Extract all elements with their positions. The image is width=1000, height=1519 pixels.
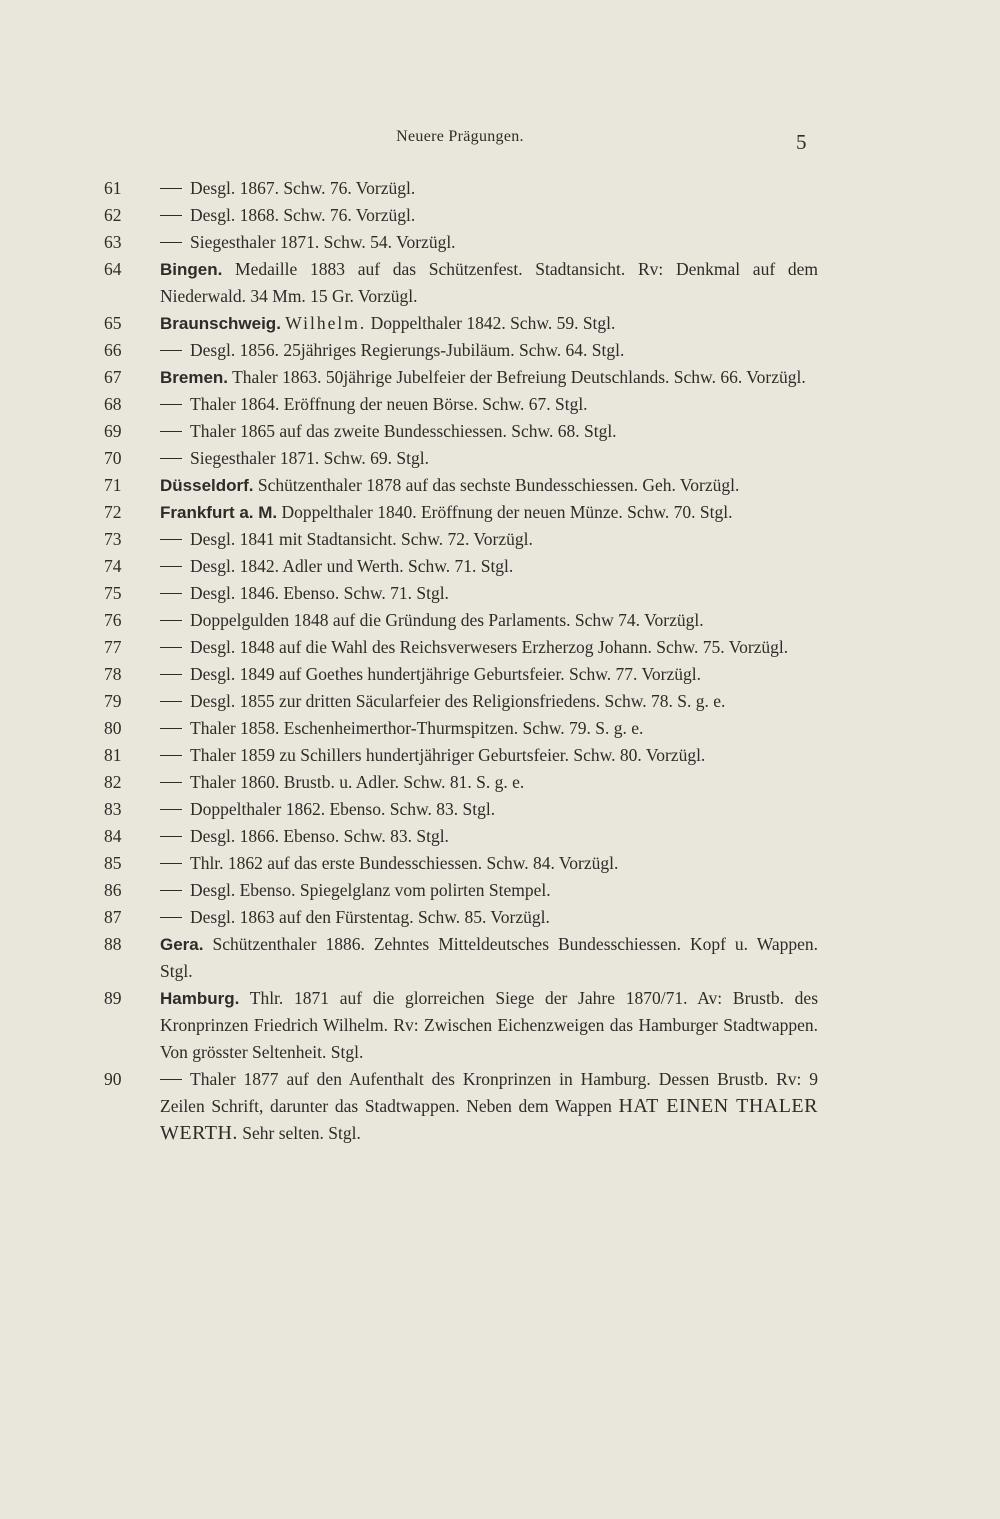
entry-text: Desgl. 1841 mit Stadtansicht. Schw. 72. Vorzügl. <box>190 529 533 549</box>
ditto-dash <box>160 728 182 729</box>
entry-number: 81 <box>104 745 122 765</box>
entry-number: 71 <box>104 475 122 495</box>
catalog-entry <box>102 391 818 418</box>
catalog-entry <box>102 580 818 607</box>
catalog-entry <box>102 229 818 256</box>
ditto-dash <box>160 809 182 810</box>
entry-number: 65 <box>104 313 122 333</box>
catalog-entry <box>102 364 818 391</box>
ditto-dash <box>160 593 182 594</box>
entry-text: Desgl. 1842. Adler und Werth. Schw. 71. Stgl. <box>190 556 514 576</box>
catalog-entry <box>102 256 818 310</box>
entry-number: 79 <box>104 691 122 711</box>
catalog-entry <box>102 661 818 688</box>
entry-place: Hamburg. <box>160 989 240 1008</box>
ditto-dash <box>160 836 182 837</box>
entry-text: Desgl. 1863 auf den Fürstentag. Schw. 85. Vorzügl. <box>190 907 550 927</box>
entry-text: Desgl. 1866. Ebenso. Schw. 83. Stgl. <box>190 826 449 846</box>
entry-number: 85 <box>104 853 122 873</box>
entry-text: Doppelthaler 1842. Schw. 59. Stgl. <box>366 313 616 333</box>
entry-text: Thaler 1864. Eröffnung der neuen Börse. Schw. 67. Stgl. <box>190 394 588 414</box>
ditto-dash <box>160 458 182 459</box>
catalog-entry <box>102 796 818 823</box>
entry-text: Desgl. 1848 auf die Wahl des Reichsverwesers Erzherzog Johann. Schw. 75. Vorzügl. <box>190 637 789 657</box>
ditto-dash <box>160 566 182 567</box>
ditto-dash <box>160 404 182 405</box>
entry-text: Siegesthaler 1871. Schw. 69. Stgl. <box>190 448 429 468</box>
catalog-entry <box>102 688 818 715</box>
entry-text: Doppelgulden 1848 auf die Gründung des Parlaments. Schw 74. Vorzügl. <box>190 610 704 630</box>
catalog-entry <box>102 823 818 850</box>
catalog-entries <box>102 175 818 1147</box>
entry-number: 67 <box>104 367 122 387</box>
entry-text: Sehr selten. Stgl. <box>237 1123 361 1143</box>
entry-number: 89 <box>104 988 122 1008</box>
ditto-dash <box>160 701 182 702</box>
entry-number: 84 <box>104 826 122 846</box>
entry-place: Gera. <box>160 935 204 954</box>
catalog-entry <box>102 445 818 472</box>
entry-number: 66 <box>104 340 122 360</box>
entry-text: Doppelthaler 1840. Eröffnung der neuen Münze. Schw. 70. Stgl. <box>277 502 733 522</box>
catalog-entry <box>102 904 818 931</box>
entry-number: 86 <box>104 880 122 900</box>
ditto-dash <box>160 647 182 648</box>
ditto-dash <box>160 539 182 540</box>
ditto-dash <box>160 863 182 864</box>
ditto-dash <box>160 620 182 621</box>
entry-text: Desgl. 1849 auf Goethes hundertjährige Geburtsfeier. Schw. 77. Vorzügl. <box>190 664 701 684</box>
catalog-entry <box>102 742 818 769</box>
entry-number: 64 <box>104 259 122 279</box>
running-header: Neuere Prägungen. <box>396 128 524 145</box>
entry-place: Frankfurt a. M. <box>160 503 278 522</box>
entry-number: 63 <box>104 232 122 252</box>
entry-text: Desgl. 1867. Schw. 76. Vorzügl. <box>190 178 416 198</box>
catalog-entry <box>102 1066 818 1147</box>
entry-text: Thaler 1859 zu Schillers hundertjähriger Geburtsfeier. Schw. 80. Vorzügl. <box>190 745 706 765</box>
catalog-entry <box>102 931 818 985</box>
ditto-dash <box>160 215 182 216</box>
ditto-dash <box>160 782 182 783</box>
entry-number: 62 <box>104 205 122 225</box>
entry-number: 70 <box>104 448 122 468</box>
page-number: 5 <box>796 130 807 154</box>
entry-number: 88 <box>104 934 122 954</box>
entry-number: 69 <box>104 421 122 441</box>
entry-number: 73 <box>104 529 122 549</box>
catalog-entry <box>102 175 818 202</box>
ditto-dash <box>160 350 182 351</box>
entry-number: 61 <box>104 178 122 198</box>
entry-number: 78 <box>104 664 122 684</box>
ditto-dash <box>160 431 182 432</box>
catalog-entry <box>102 418 818 445</box>
catalog-entry <box>102 607 818 634</box>
entry-text: Desgl. Ebenso. Spiegelglanz vom polirten Stempel. <box>190 880 551 900</box>
catalog-entry <box>102 769 818 796</box>
entry-number: 76 <box>104 610 122 630</box>
catalog-entry <box>102 850 818 877</box>
catalog-entry <box>102 877 818 904</box>
catalog-entry <box>102 634 818 661</box>
entry-text: Thlr. 1862 auf das erste Bundesschiessen. Schw. 84. Vorzügl. <box>190 853 619 873</box>
entry-number: 82 <box>104 772 122 792</box>
catalog-entry <box>102 310 818 337</box>
entry-number: 75 <box>104 583 122 603</box>
entry-text: Schützenthaler 1886. Zehntes Mitteldeutsches Bundesschiessen. Kopf u. Wappen. Stgl. <box>160 934 818 981</box>
entry-text: Thaler 1865 auf das zweite Bundesschiessen. Schw. 68. Stgl. <box>190 421 617 441</box>
ditto-dash <box>160 674 182 675</box>
ditto-dash <box>160 1079 182 1080</box>
entry-place: Düsseldorf. <box>160 476 254 495</box>
entry-text: Thlr. 1871 auf die glorreichen Siege der Jahre 1870/71. Av: Brustb. des Kronprinzen Friedrich Wilhelm. Rv: Zwischen Eichenzweigen das Hamburger Stadtwappen. Von grösster Seltenheit. Stgl. <box>160 988 818 1062</box>
catalog-entry <box>102 337 818 364</box>
catalog-entry <box>102 715 818 742</box>
entry-number: 80 <box>104 718 122 738</box>
catalog-entry <box>102 472 818 499</box>
catalog-entry <box>102 499 818 526</box>
entry-number: 83 <box>104 799 122 819</box>
entry-text: Thaler 1863. 50jährige Jubelfeier der Befreiung Deutschlands. Schw. 66. Vorzügl. <box>228 367 806 387</box>
entry-text: Desgl. 1855 zur dritten Säcularfeier des Religionsfriedens. Schw. 78. S. g. e. <box>190 691 726 711</box>
entry-place: Bremen. <box>160 368 229 387</box>
entry-text: Desgl. 1868. Schw. 76. Vorzügl. <box>190 205 416 225</box>
entry-place: Braunschweig. <box>160 314 281 333</box>
ditto-dash <box>160 755 182 756</box>
entry-text: HAT EINEN THALER WERTH. <box>160 1095 818 1144</box>
entry-text: Wilhelm. <box>285 313 367 333</box>
entry-text: Medaille 1883 auf das Schützenfest. Stadtansicht. Rv: Denkmal auf dem Niederwald. 34 Mm. 15 Gr. Vorzügl. <box>160 259 818 306</box>
entry-text: Desgl. 1846. Ebenso. Schw. 71. Stgl. <box>190 583 449 603</box>
ditto-dash <box>160 917 182 918</box>
entry-text: Thaler 1858. Eschenheimerthor-Thurmspitzen. Schw. 79. S. g. e. <box>190 718 644 738</box>
entry-text: Desgl. 1856. 25jähriges Regierungs-Jubiläum. Schw. 64. Stgl. <box>190 340 625 360</box>
entry-number: 68 <box>104 394 122 414</box>
entry-text: Schützenthaler 1878 auf das sechste Bundesschiessen. Geh. Vorzügl. <box>253 475 740 495</box>
ditto-dash <box>160 890 182 891</box>
entry-text: Thaler 1877 auf den Aufenthalt des Kronprinzen in Hamburg. Dessen Brustb. Rv: 9 Zeilen Schrift, darunter das Stadtwappen. Neben dem Wappen <box>160 1069 818 1116</box>
entry-place: Bingen. <box>160 260 223 279</box>
entry-number: 87 <box>104 907 122 927</box>
entry-number: 90 <box>104 1069 122 1089</box>
catalog-entry <box>102 553 818 580</box>
entry-number: 77 <box>104 637 122 657</box>
entry-text: Thaler 1860. Brustb. u. Adler. Schw. 81. S. g. e. <box>190 772 525 792</box>
catalog-entry <box>102 985 818 1066</box>
entry-number: 72 <box>104 502 122 522</box>
entry-text: Doppelthaler 1862. Ebenso. Schw. 83. Stgl. <box>190 799 496 819</box>
ditto-dash <box>160 242 182 243</box>
catalog-entry <box>102 202 818 229</box>
catalog-entry <box>102 526 818 553</box>
entry-text: Siegesthaler 1871. Schw. 54. Vorzügl. <box>190 232 456 252</box>
ditto-dash <box>160 188 182 189</box>
entry-number: 74 <box>104 556 122 576</box>
